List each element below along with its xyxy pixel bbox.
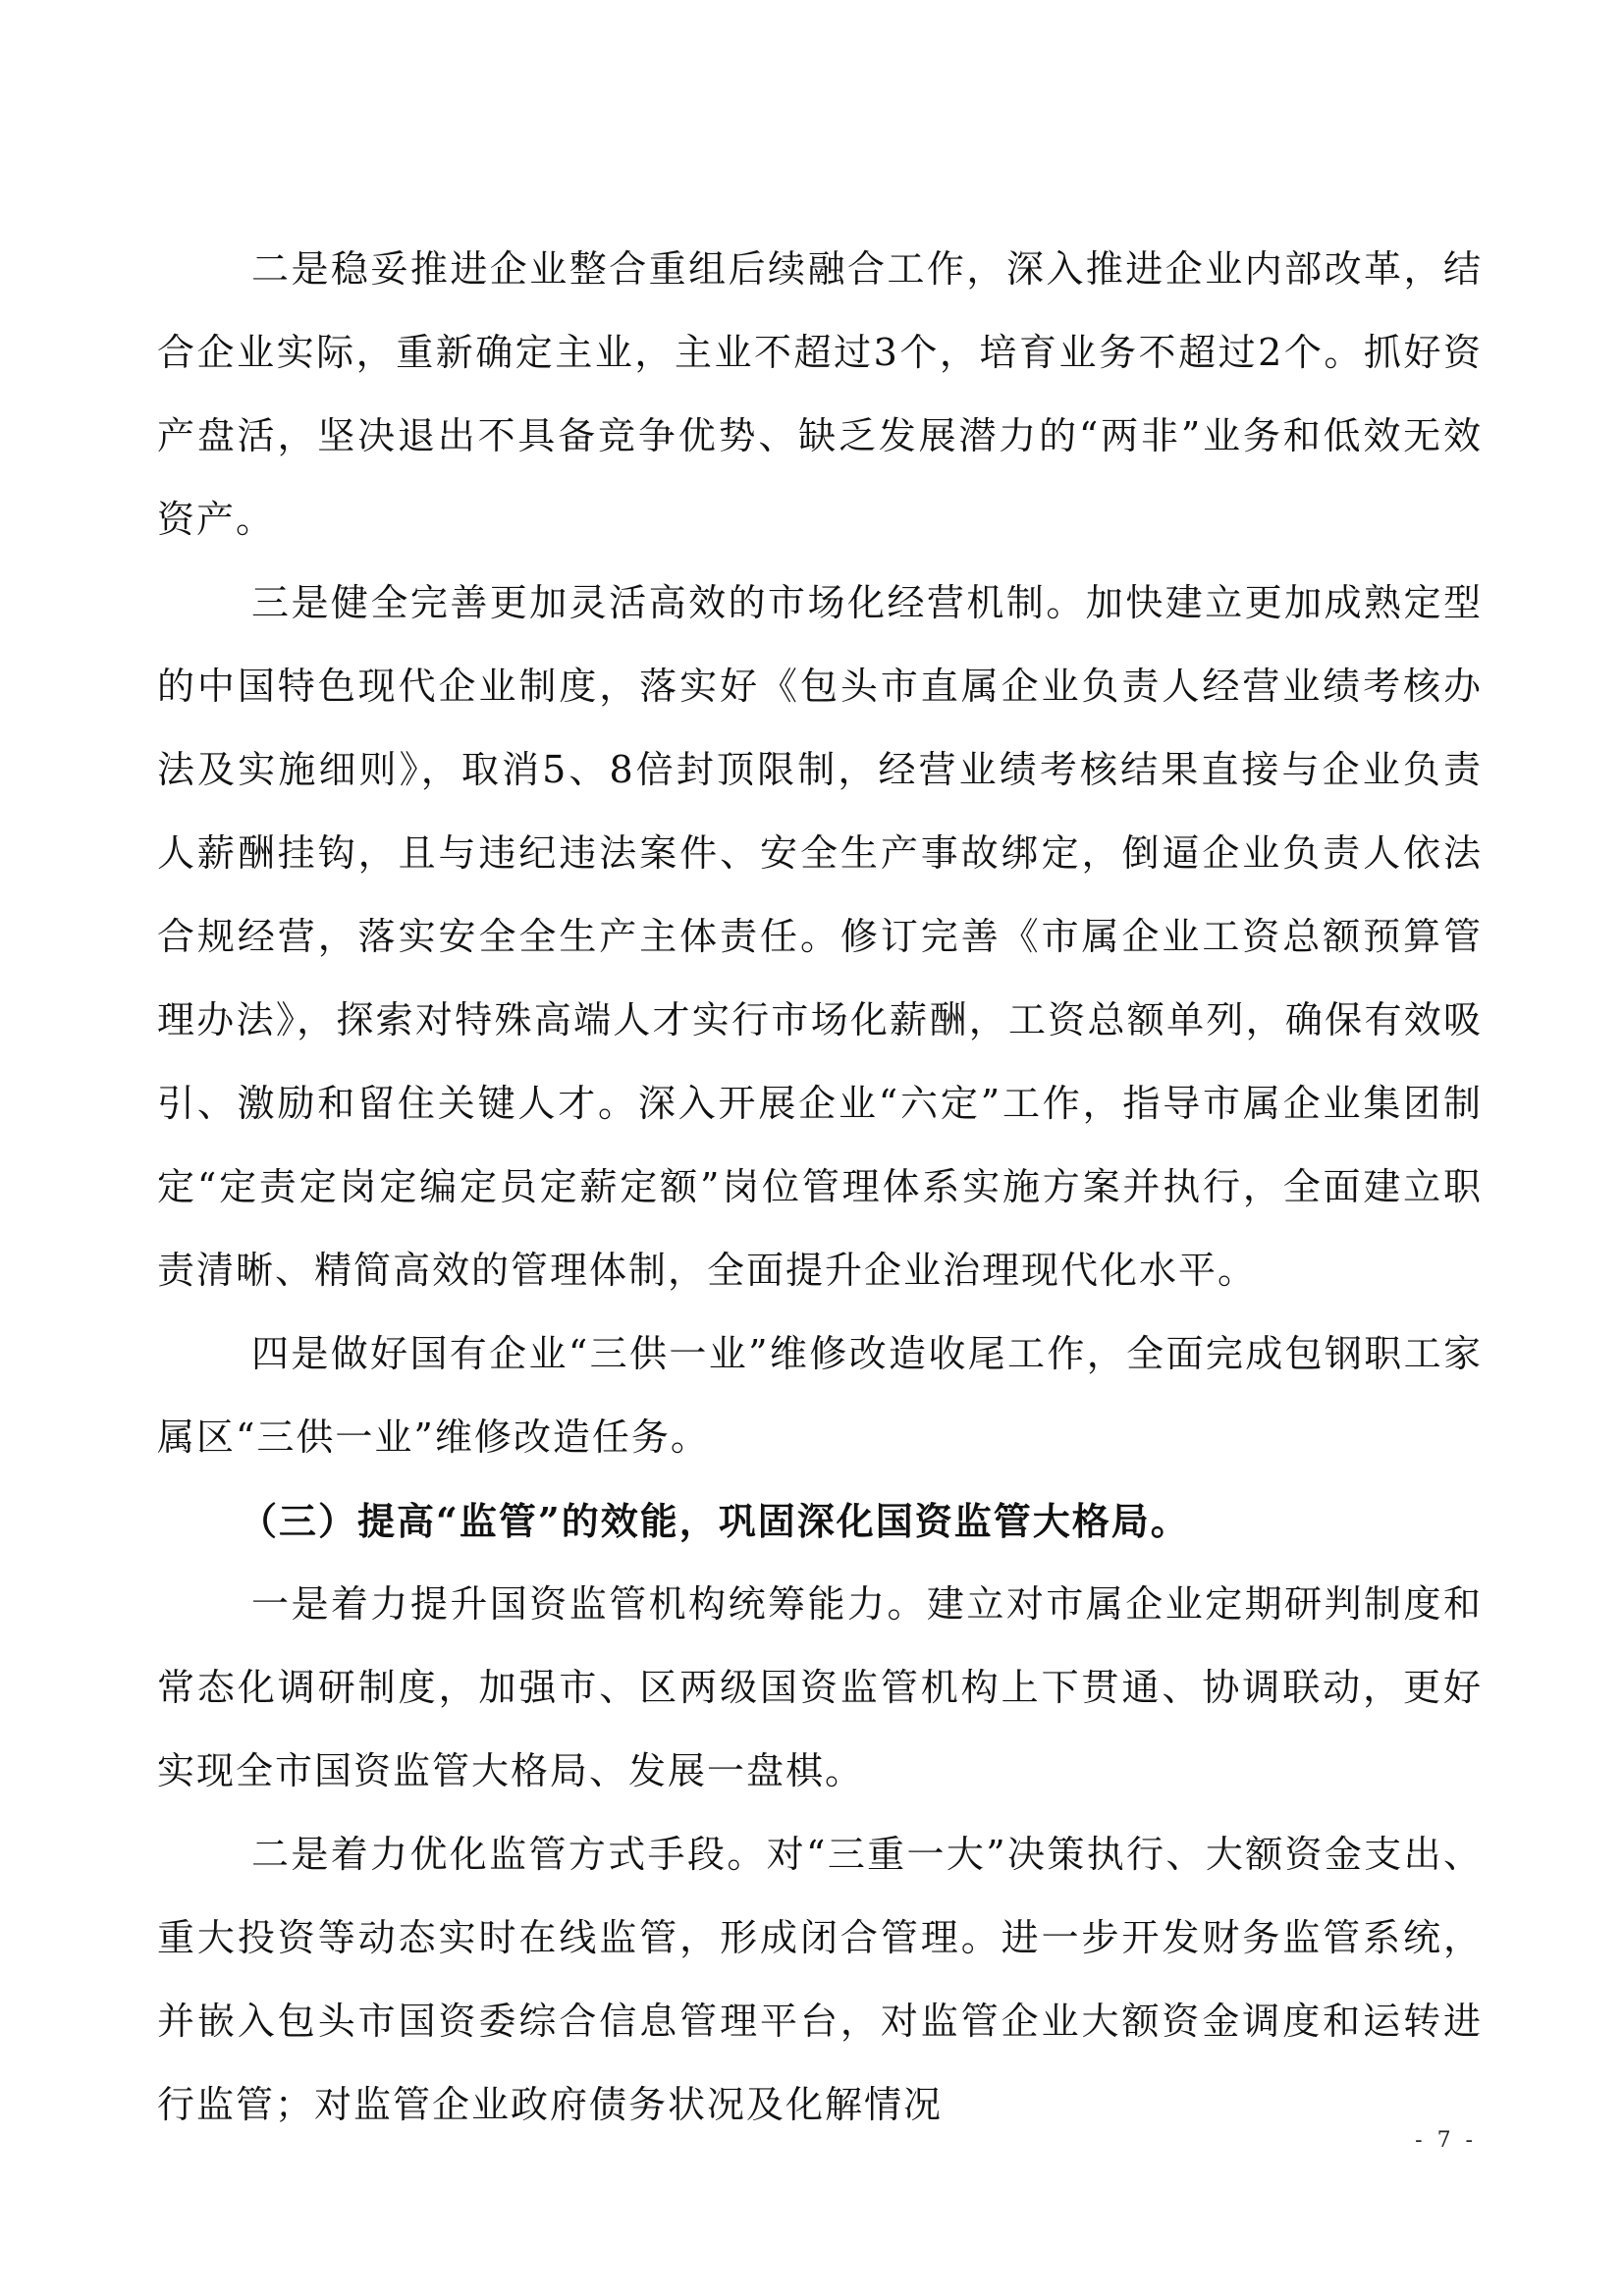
paragraph-supervision-methods: 二是着力优化监管方式手段。对“三重一大”决策执行、大额资金支出、重大投资等动态实时在线监管，形成闭合管理。进一步开发财务监管系统，并嵌入包头市国资委综合信息管理平台，对监管企业大额资金调度和运转进行监管；对监管企业政府债务状况及化解情况: [157, 1833, 1483, 2126]
paragraph-integration-work: 二是稳妥推进企业整合重组后续融合工作，深入推进企业内部改革，结合企业实际，重新确定主业，主业不超过3个，培育业务不超过2个。抓好资产盘活，坚决退出不具备竞争优势、缺乏发展潜力的“两非”业务和低效无效资产。: [157, 247, 1483, 541]
document-body: [157, 228, 1483, 2147]
paragraph-market-mechanism: 三是健全完善更加灵活高效的市场化经营机制。加快建立更加成熟定型的中国特色现代企业制度，落实好《包头市直属企业负责人经营业绩考核办法及实施细则》，取消5、8倍封顶限制，经营业绩考核结果直接与企业负责人薪酬挂钩，且与违纪违法案件、安全生产事故绑定，倒逼企业负责人依法合规经营，落实安全全生产主体责任。修订完善《市属企业工资总额预算管理办法》，探索对特殊高端人才实行市场化薪酬，工资总额单列，确保有效吸引、激励和留住关键人才。深入开展企业“六定”工作，指导市属企业集团制定“定责定岗定编定员定薪定额”岗位管理体系实施方案并执行，全面建立职责清晰、精简高效的管理体制，全面提升企业治理现代化水平。: [157, 581, 1483, 1292]
page-number: - 7 -: [1415, 2128, 1477, 2153]
section-heading: （三）提高“监管”的效能，巩固深化国资监管大格局。: [240, 1499, 1190, 1543]
paragraph-three-supplies: 四是做好国有企业“三供一业”维修改造收尾工作，全面完成包钢职工家属区“三供一业”维修改造任务。: [157, 1332, 1483, 1459]
paragraph-coordination-capacity: 一是着力提升国资监管机构统筹能力。建立对市属企业定期研判制度和常态化调研制度，加强市、区两级国资监管机构上下贯通、协调联动，更好实现全市国资监管大格局、发展一盘棋。: [157, 1582, 1483, 1792]
